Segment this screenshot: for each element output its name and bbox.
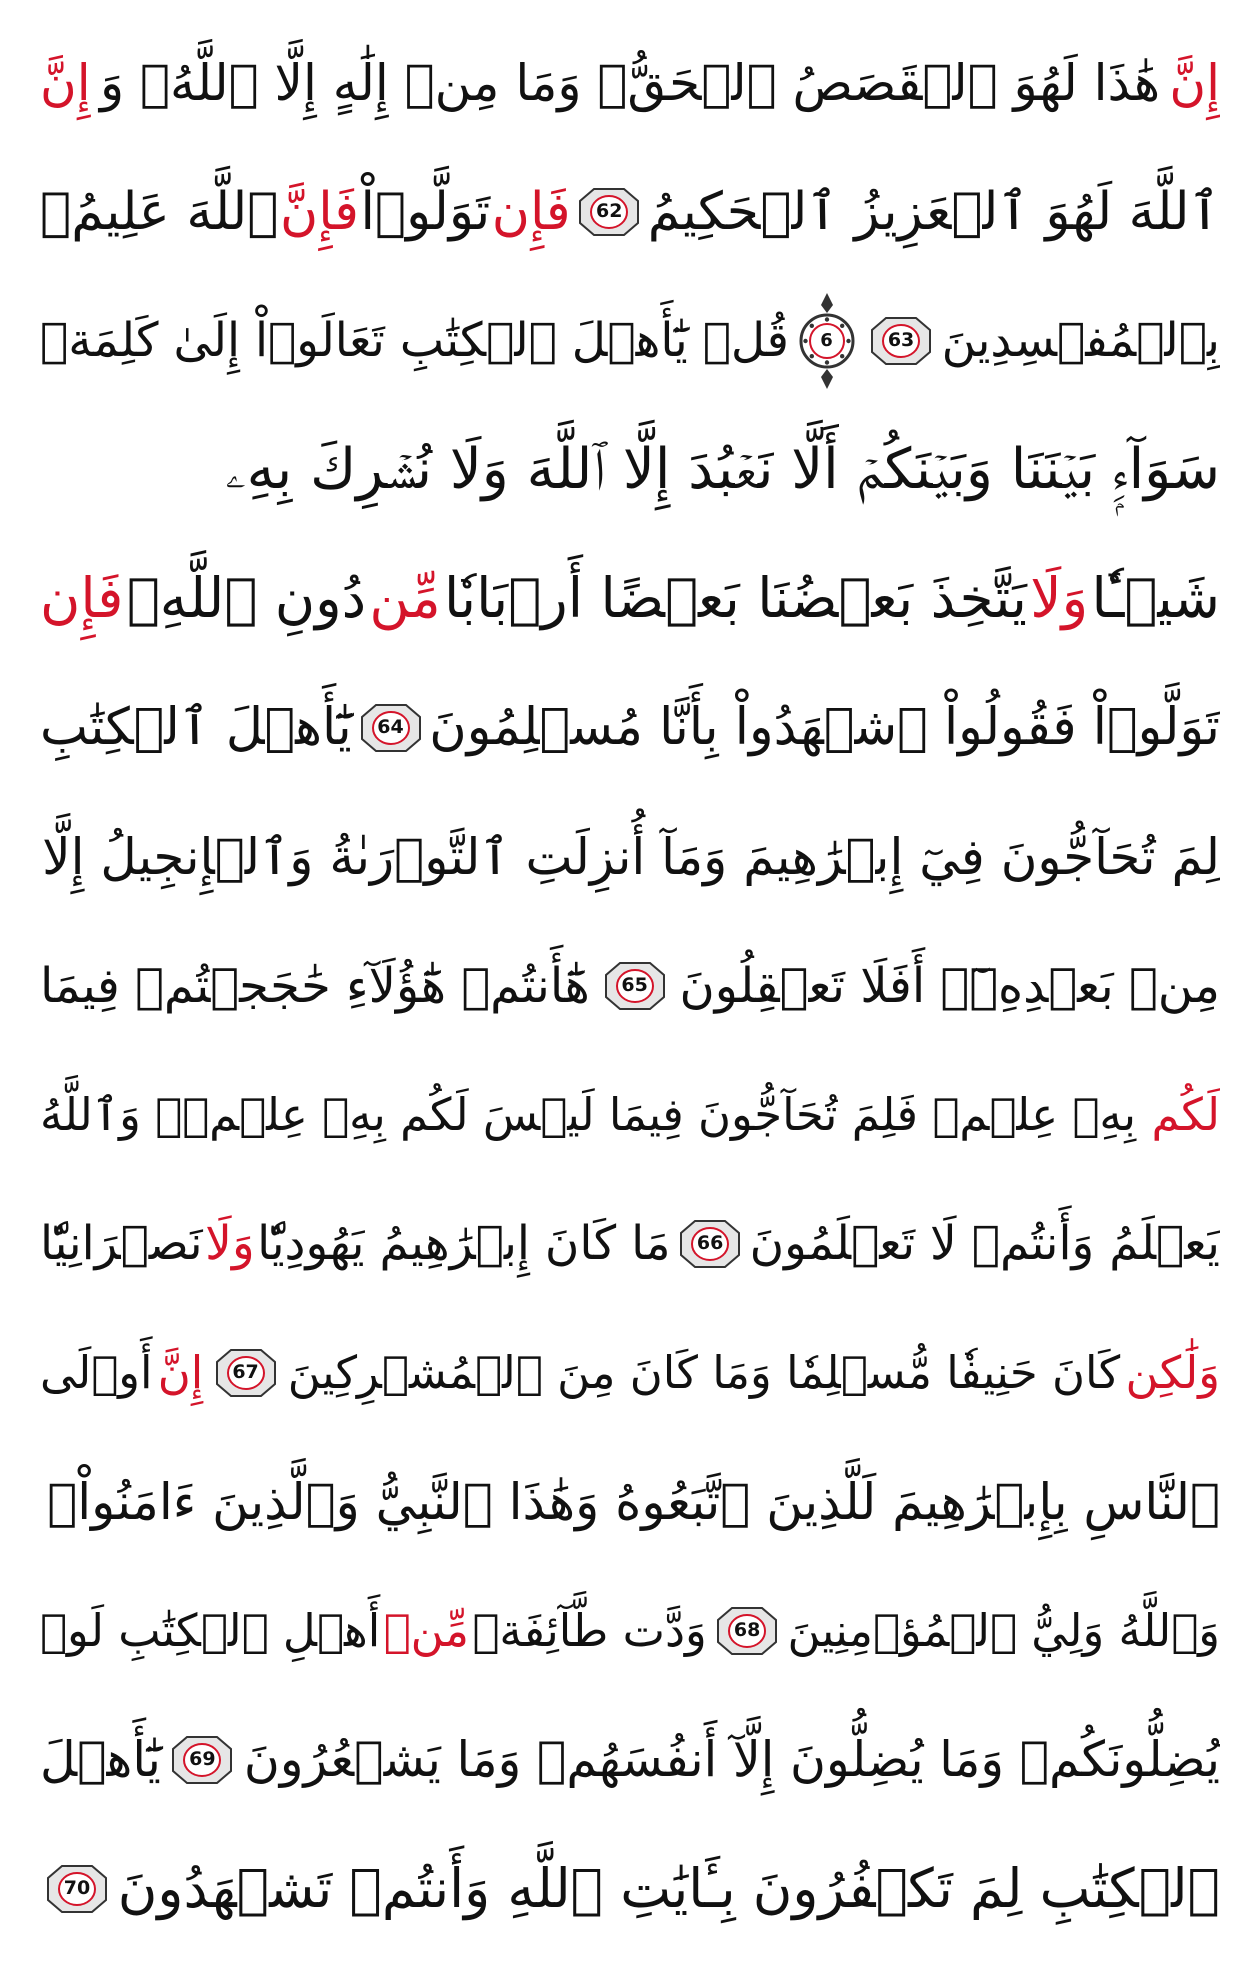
- tajweed-highlight-text: إِنَّ: [1169, 53, 1220, 112]
- verse-text: ٱلۡكِتَٰبِ لِمَ تَكۡفُرُونَ بِـَٔايَٰتِ ٱللَّهِ وَأَنتُمۡ تَشۡهَدُونَ: [117, 1856, 1220, 1920]
- verse-line: [40, 1179, 1220, 1308]
- tajweed-highlight-text: مِّن: [369, 566, 441, 630]
- tajweed-highlight-text: فَإِن: [491, 181, 571, 242]
- verse-line: [40, 18, 1220, 147]
- verse-line: [40, 1437, 1220, 1566]
- verse-text: تَوَلَّوۡاْ: [360, 181, 491, 242]
- tajweed-highlight-text: إِنَّ: [40, 53, 91, 112]
- verse-text: شَيۡـٔٗا: [1091, 566, 1220, 630]
- verse-text: يَتَّخِذَ بَعۡضُنَا بَعۡضًا أَرۡبَابٗا: [444, 566, 1027, 630]
- ayah-number: 69: [189, 1748, 216, 1770]
- verse-text: يُضِلُّونَكُمۡ وَمَا يُضِلُّونَ إِلَّآ أَنفُسَهُمۡ وَمَا يَشۡعُرُونَ: [243, 1731, 1220, 1788]
- tajweed-highlight-text: فَإِن: [40, 566, 124, 630]
- verse-text: سَوَآءِۭ بَيۡنَنَا وَبَيۡنَكُمۡ أَلَّا نَعۡبُدَ إِلَّا ٱللَّهَ وَلَا نُشۡرِكَ بِهِۦ: [225, 436, 1220, 502]
- ayah-number-marker: [870, 316, 932, 366]
- verse-text: ٱلنَّاسِ بِإِبۡرَٰهِيمَ لَلَّذِينَ ٱتَّبَعُوهُ وَهَٰذَا ٱلنَّبِيُّ وَٱلَّذِينَ ءَامَنُواْۗ: [47, 1472, 1220, 1531]
- ayah-number: 68: [733, 1619, 761, 1641]
- verse-line: [40, 1308, 1220, 1437]
- hizb-marker: [799, 291, 855, 391]
- verse-text: لِمَ تُحَآجُّونَ فِيٓ إِبۡرَٰهِيمَ وَمَآ أُنزِلَتِ ٱلتَّوۡرَىٰةُ وَٱلۡإِنجِيلُ إِلَّا: [42, 827, 1220, 886]
- verse-line: [40, 147, 1220, 276]
- ayah-number: 64: [377, 716, 404, 738]
- verse-line: [40, 405, 1220, 534]
- verse-text: يَعۡلَمُ وَأَنتُمۡ لَا تَعۡلَمُونَ: [749, 1216, 1220, 1271]
- hizb-number: 6: [820, 329, 833, 351]
- verse-line: [40, 663, 1220, 792]
- ayah-number: 62: [595, 200, 623, 222]
- verse-text: بِٱلۡمُفۡسِدِينَ: [941, 313, 1220, 368]
- tajweed-highlight-text: وَلَا: [1030, 566, 1089, 630]
- verse-text: قُلۡ يَٰٓأَهۡلَ ٱلۡكِتَٰبِ تَعَالَوۡاْ إِلَىٰ كَلِمَةٖ: [40, 313, 789, 368]
- verse-text: ٱللَّهَ لَهُوَ ٱلۡعَزِيزُ ٱلۡحَكِيمُ: [647, 181, 1220, 242]
- ayah-number-marker: [46, 1864, 108, 1914]
- tajweed-highlight-text: لَكُم: [1151, 1088, 1220, 1141]
- verse-line: [40, 1695, 1220, 1824]
- ayah-number: 63: [887, 329, 915, 351]
- ayah-number: 65: [621, 974, 648, 996]
- ayah-number-marker: [604, 961, 666, 1011]
- ayah-number-marker: [716, 1606, 778, 1656]
- verse-line: [40, 276, 1220, 405]
- ayah-number-marker: [360, 703, 422, 753]
- verse-text: تَوَلَّوۡاْ فَقُولُواْ ٱشۡهَدُواْ بِأَنَّا مُسۡلِمُونَ: [429, 698, 1220, 757]
- ayah-number-marker: [215, 1348, 277, 1398]
- verse-line: [40, 1824, 1220, 1953]
- verse-text: بِهِۦ عِلۡمٞ فَلِمَ تُحَآجُّونَ فِيمَا لَيۡسَ لَكُم بِهِۦ عِلۡمٞۚ وَٱللَّهُ: [40, 1088, 1137, 1141]
- verse-line: [40, 1050, 1220, 1179]
- verse-text: وَٱللَّهُ وَلِيُّ ٱلۡمُؤۡمِنِينَ: [787, 1604, 1220, 1657]
- verse-line: [40, 534, 1220, 663]
- verse-text: هَٰذَا لَهُوَ ٱلۡقَصَصُ ٱلۡحَقُّۚ وَمَا مِنۡ إِلَٰهٍ إِلَّا ٱللَّهُۚ وَ: [99, 53, 1161, 112]
- verse-text: يَٰٓأَهۡلَ ٱلۡكِتَٰبِ: [40, 698, 352, 757]
- tajweed-highlight-text: مِّنۡ: [383, 1604, 469, 1657]
- verse-text: أَوۡلَى: [40, 1346, 153, 1399]
- ayah-number: 66: [696, 1232, 724, 1254]
- verse-text: ٱللَّهَ عَلِيمُۢ: [40, 181, 279, 242]
- verse-text: أَهۡلِ ٱلۡكِتَٰبِ لَوۡ: [40, 1604, 381, 1657]
- verse-text: يَٰٓأَهۡلَ: [40, 1731, 161, 1788]
- ayah-number-marker: [679, 1219, 741, 1269]
- verse-text: مِنۢ بَعۡدِهِۦٓۚ أَفَلَا تَعۡقِلُونَ: [679, 957, 1220, 1014]
- verse-text: نَصۡرَانِيّٗا: [40, 1216, 203, 1271]
- ayah-number: 70: [63, 1877, 91, 1899]
- verse-text: كَانَ حَنِيفٗا مُّسۡلِمٗا وَمَا كَانَ مِنَ ٱلۡمُشۡرِكِينَ: [287, 1346, 1121, 1399]
- verse-line: [40, 921, 1220, 1050]
- verse-text: مَا كَانَ إِبۡرَٰهِيمُ يَهُودِيّٗا: [257, 1216, 671, 1271]
- verse-text: وَدَّت طَّآئِفَةٞ: [472, 1604, 707, 1657]
- verse-text: هَٰٓأَنتُمۡ هَٰٓؤُلَآءِ حَٰجَجۡتُمۡ فِيمَا: [40, 957, 590, 1014]
- verse-line: [40, 792, 1220, 921]
- tajweed-highlight-text: وَلَٰكِن: [1125, 1346, 1220, 1399]
- tajweed-highlight-text: إِنَّ: [157, 1346, 204, 1399]
- ayah-number-marker: [171, 1735, 233, 1785]
- tajweed-highlight-text: فَإِنَّ: [280, 181, 359, 242]
- ayah-number: 67: [232, 1361, 259, 1383]
- ayah-number-marker: [578, 187, 640, 237]
- tajweed-highlight-text: وَلَا: [205, 1216, 255, 1271]
- verse-text: دُونِ ٱللَّهِۚ: [126, 566, 367, 630]
- verse-line: [40, 1566, 1220, 1695]
